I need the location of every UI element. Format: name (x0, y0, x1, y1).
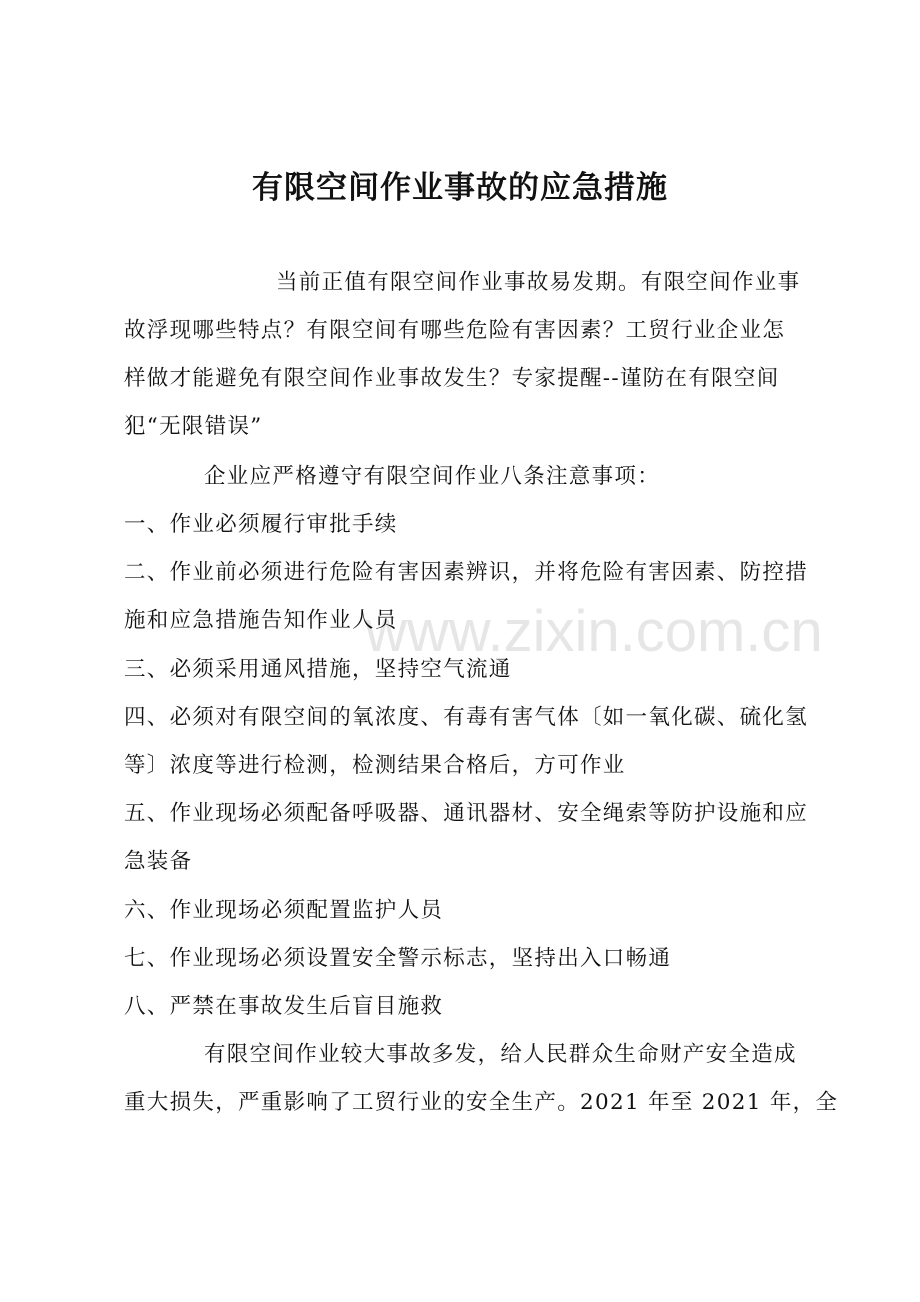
paragraph-line: 故浮现哪些特点？有限空间有哪些危险有害因素？工贸行业企业怎 (124, 318, 786, 343)
paragraph-line: 重大损失，严重影响了工贸行业的安全生产。2021 年至 2021 年，全 (124, 1090, 839, 1115)
paragraph-line: 犯“无限错误” (124, 414, 263, 439)
list-item: 六、作业现场必须配置监护人员 (124, 898, 444, 923)
list-item: 一、作业必须履行审批手续 (124, 512, 398, 537)
paragraph-line: 企业应严格遵守有限空间作业八条注意事项： (204, 464, 661, 489)
paragraph-line: 当前正值有限空间作业事故易发期。有限空间作业事 (276, 270, 801, 295)
list-item: 五、作业现场必须配备呼吸器、通讯器材、安全绳索等防护设施和应 (124, 801, 809, 826)
list-item-continuation: 急装备 (124, 849, 193, 874)
paragraph-line: 样做才能避免有限空间作业事故发生？专家提醒--谨防在有限空间 (124, 366, 780, 391)
list-item: 七、作业现场必须设置安全警示标志，坚持出入口畅通 (124, 946, 672, 971)
list-item: 四、必须对有限空间的氧浓度、有毒有害气体〔如一氧化碳、硫化氢 (124, 705, 809, 730)
list-item: 八、严禁在事故发生后盲目施救 (124, 994, 444, 1019)
list-item: 三、必须采用通风措施，坚持空气流通 (124, 657, 512, 682)
list-item-continuation: 施和应急措施告知作业人员 (124, 608, 398, 633)
list-item: 二、作业前必须进行危险有害因素辨识，并将危险有害因素、防控措 (124, 560, 809, 585)
watermark: www.zixin.com.cn (365, 599, 823, 664)
list-item-continuation: 等〕浓度等进行检测，检测结果合格后，方可作业 (124, 753, 626, 778)
paragraph-line: 有限空间作业较大事故多发，给人民群众生命财产安全造成 (204, 1042, 797, 1067)
document-title: 有限空间作业事故的应急措施 (252, 170, 668, 206)
